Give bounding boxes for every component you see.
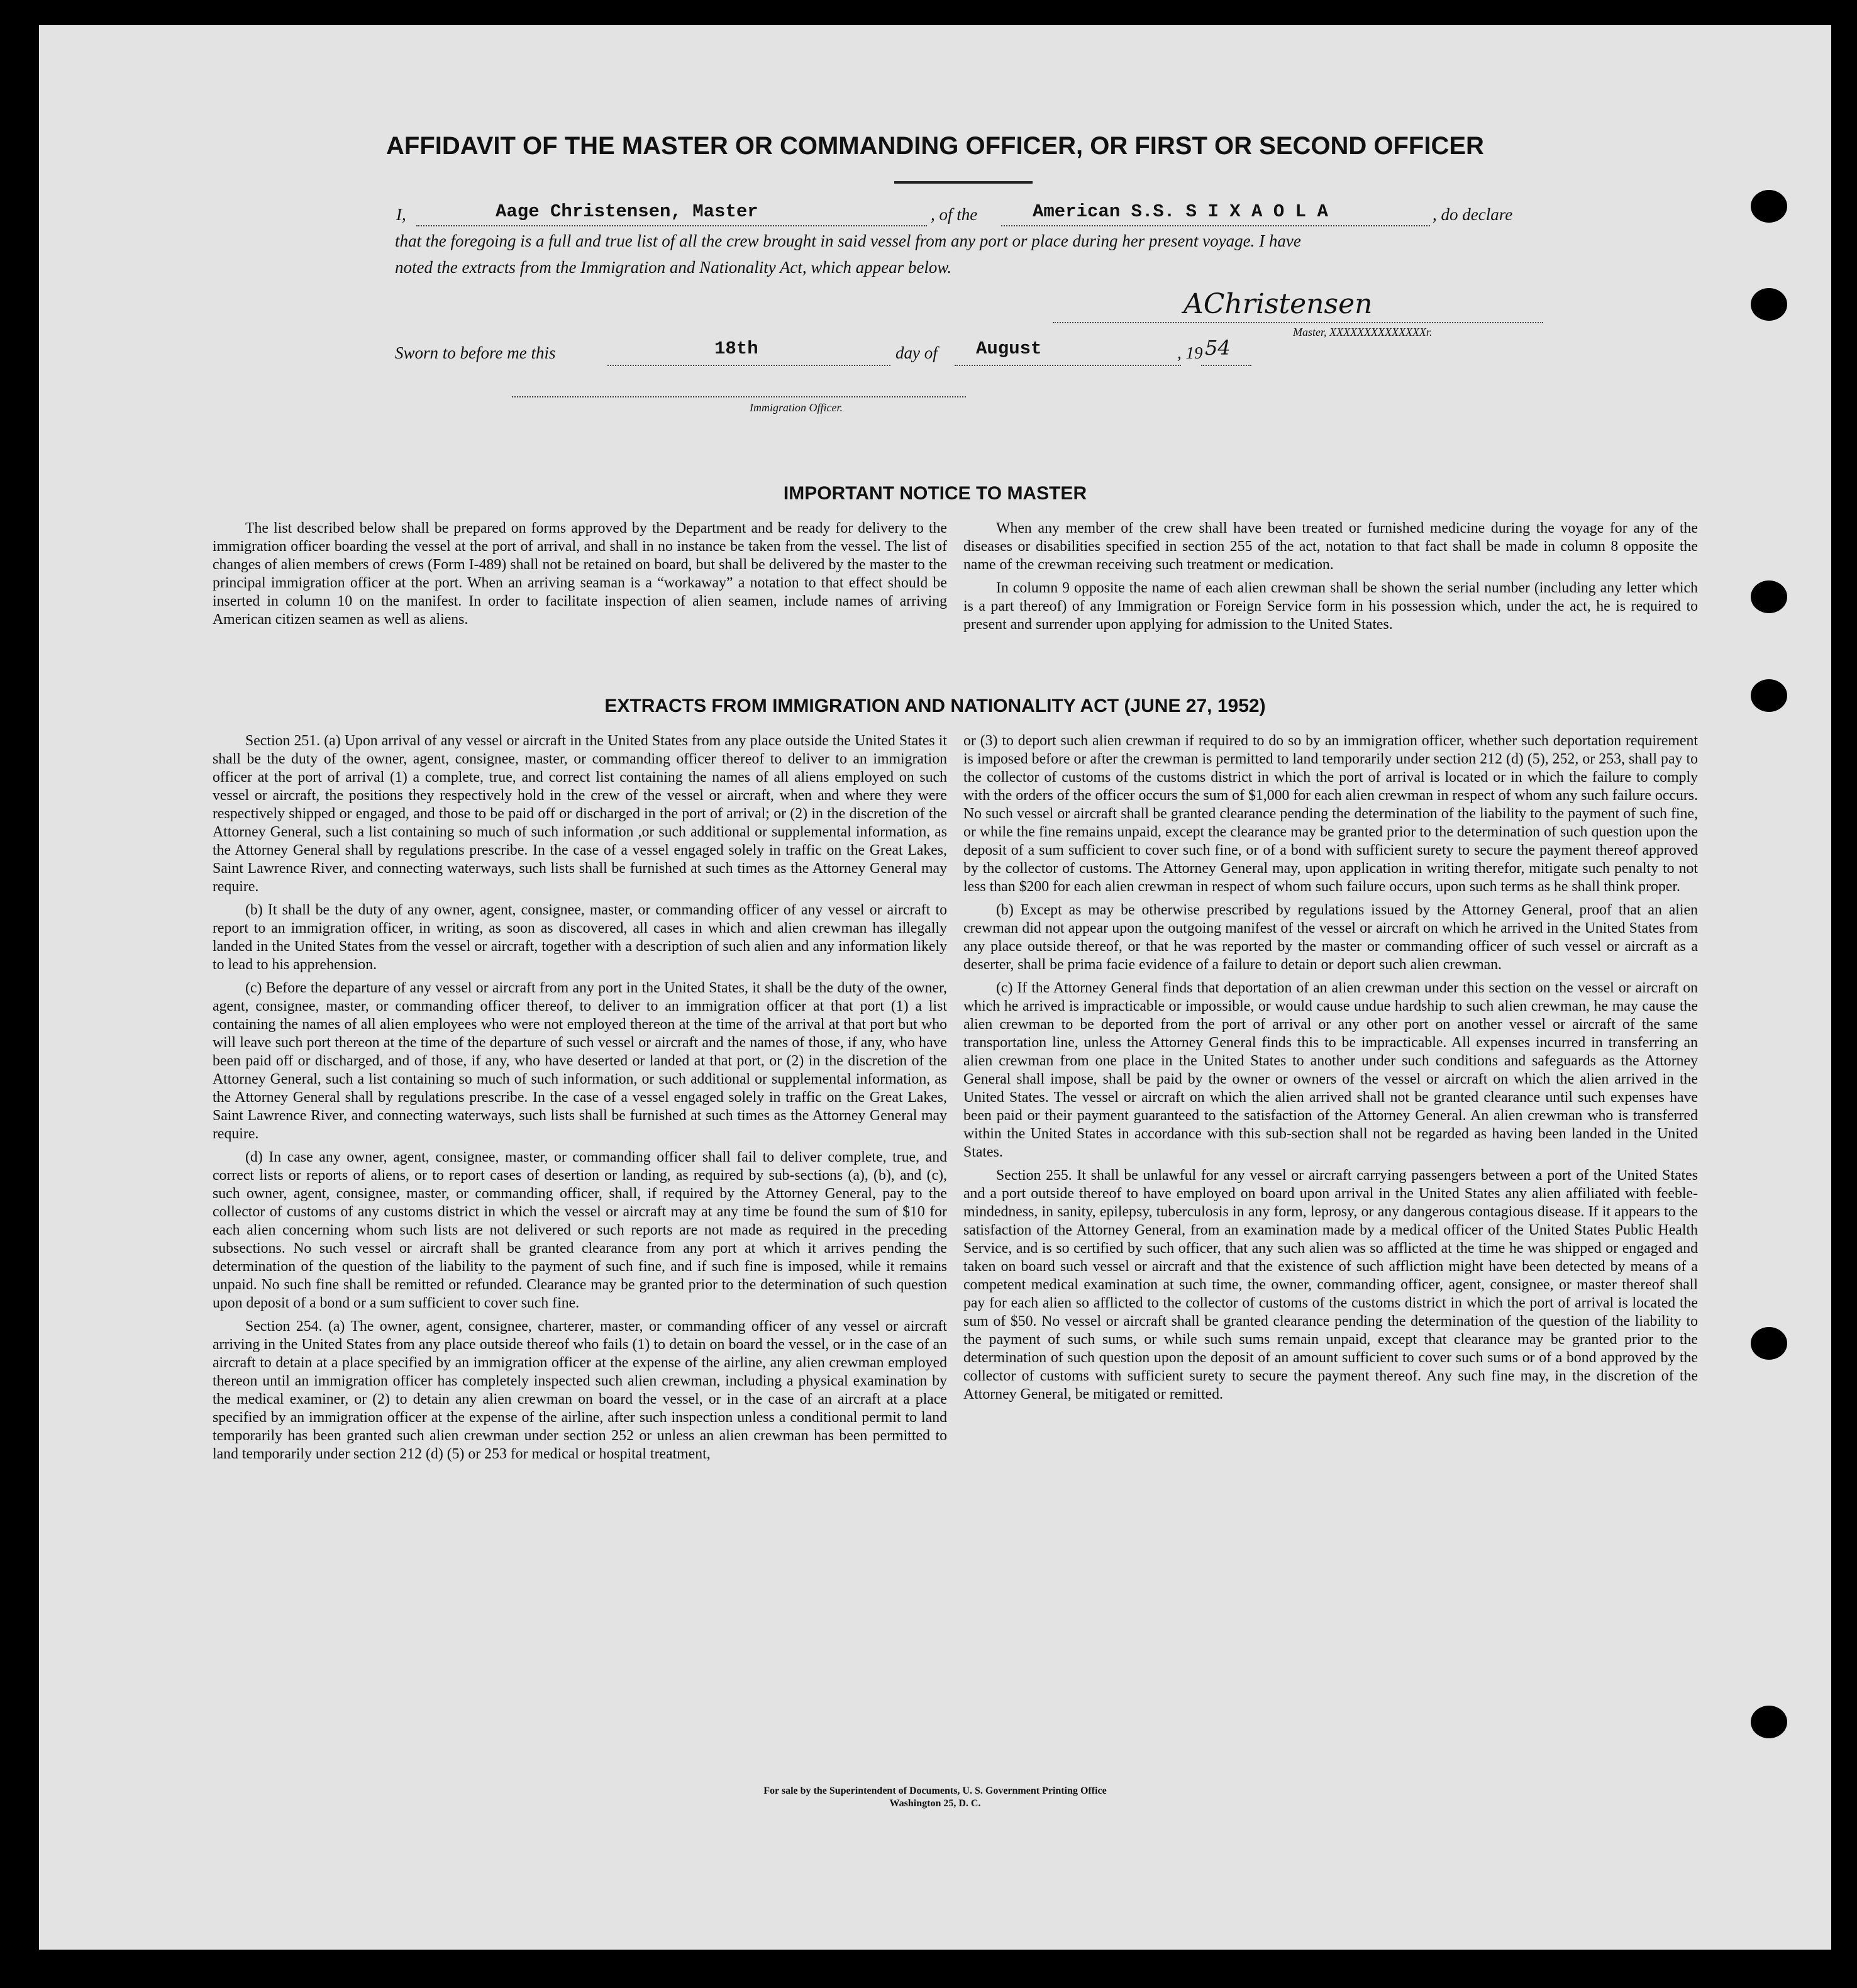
of-the-label: , of the xyxy=(931,205,978,224)
notice-paragraph: In column 9 opposite the name of each alien crewman shall be shown the serial number (including any letter which is a part thereof) of any Immigration or Foreign Service form in his possession which, under the act, he is required to present and surrender upon applying for admission to the United States. xyxy=(963,580,1698,633)
master-signature: AChristensen xyxy=(1183,288,1373,320)
punch-hole xyxy=(1751,190,1787,223)
act-paragraph: (d) In case any owner, agent, consignee, master, or commanding officer shall fail to deliver complete, true, and correct lists or reports of aliens, or to report cases of desertion or landing, as required by sub-sections (a), (b), and (c), such owner, agent, consignee, master, or commanding officer, shall, if required by the Attorney General, pay to the collector of customs of any customs district in which the vessel or aircraft may at any time be found the sum of $10 for each alien concerning whom such lists are not delivered or such reports are not made as required in the preceding subsections. No such vessel or aircraft shall be granted clearance from any port at which it arrives pending the determination of the question of the liability to the payment of such fine, and if such fine is imposed, while it remains unpaid. No such fine shall be remitted or refunded. Clearance may be granted prior to the determination of such question upon deposit of a bond or a sum sufficient to cover such fine. xyxy=(213,1149,947,1311)
declaration-line-3: noted the extracts from the Immigration and Nationality Act, which appear below. xyxy=(395,258,952,277)
title-rule xyxy=(894,181,1033,184)
vessel-line xyxy=(1001,225,1430,226)
name-line xyxy=(416,225,927,226)
act-paragraph: (b) It shall be the duty of any owner, agent, consignee, master, or commanding officer of any vessel or aircraft to report to an immigration officer, in writing, as soon as discovered, all cases in which and alien crewman has illegally landed in the United States from the vessel or aircraft, together with a description of such alien and any information likely to lead to his apprehension. xyxy=(213,902,947,973)
act-paragraph: (b) Except as may be otherwise prescribed by regulations issued by the Attorney General, proof that an alien crewman did not appear upon the outgoing manifest of the vessel or aircraft on which he arrived in the United States from any place outside thereof, or that he was reported by the master or commanding officer of such vessel or aircraft as a deserter, shall be prima facie evidence of a failure to detain or deport such alien crewman. xyxy=(963,902,1698,973)
act-paragraph: (c) If the Attorney General finds that deportation of an alien crewman under this section on the vessel or aircraft on which he arrived is impracticable or impossible, or would cause undue hardship to such alien crewman, he may cause the alien crewman to be deported from the port of arrival or any other port on another vessel or aircraft of the same transportation line, unless the Attorney General finds this to be impracticable. All expenses incurred in transferring an alien crewman from one place in the United States to another under such conditions and safeguards as the Attorney General shall impose, shall be paid by the owner or owners of the vessel or aircraft on which the alien arrived in the United States. The vessel or aircraft on which the alien arrived shall not be granted clearance until such expenses have been paid or their payment guaranteed to the satisfaction of the Attorney General. An alien crewman who is transferred within the United States in accordance with this sub-section shall not be regarded as having been landed in the United States. xyxy=(963,980,1698,1160)
extracts-left-column xyxy=(213,732,947,1469)
notice-paragraph: When any member of the crew shall have been treated or furnished medicine during the voyage for any of the diseases or disabilities specified in section 255 of the act, notation to that fact shall be made in column 8 opposite the name of the crewman receiving such treatment or medication. xyxy=(963,520,1698,573)
notice-right-column xyxy=(963,519,1698,639)
sworn-year: 54 xyxy=(1205,336,1231,360)
notice-title: IMPORTANT NOTICE TO MASTER xyxy=(783,483,1087,504)
year-line xyxy=(1201,365,1251,366)
printing-office-footer xyxy=(39,1785,1831,1810)
act-paragraph: (c) Before the departure of any vessel or aircraft from any port in the United States, it shall be the duty of the owner, agent, consignee, master, or commanding officer thereof, to deliver to an immigration officer at that port (1) a list containing the names of all alien employees who were not employed thereon at the time of the arrival at that port but who will leave such port thereon at the time of the departure of such vessel or aircraft and the names of those, if any, who have been paid off or discharged, and of those, if any, who have deserted or landed at that port, or (2) in the discretion of the Attorney General, such a list containing so much of such information, or such additional or supplemental information, as the Attorney General shall by regulations prescribe. In the case of a vessel engaged solely in traffic on the Great Lakes, Saint Lawrence River, and connecting waterways, such lists shall be furnished at such times as the Attorney General may require. xyxy=(213,980,947,1142)
officer-caption: Immigration Officer. xyxy=(750,401,843,414)
day-line xyxy=(607,365,890,366)
notice-left-column xyxy=(213,519,947,634)
document-page xyxy=(39,25,1831,1950)
footer-line: Washington 25, D. C. xyxy=(889,1798,981,1809)
sworn-label: Sworn to before me this xyxy=(395,343,556,362)
punch-hole xyxy=(1751,580,1787,613)
sworn-month: August xyxy=(976,338,1042,359)
sworn-day: 18th xyxy=(714,338,758,359)
signature-caption: Master, XXXXXXXXXXXXXXr. xyxy=(1293,326,1433,338)
footer-line: For sale by the Superintendent of Documents, U. S. Government Printing Office xyxy=(763,1785,1107,1796)
do-declare-label: , do declare xyxy=(1433,205,1513,224)
extracts-title: EXTRACTS FROM IMMIGRATION AND NATIONALITY ACT (JUNE 27, 1952) xyxy=(604,696,1266,716)
act-paragraph: or (3) to deport such alien crewman if required to do so by an immigration officer, whether such deportation requirement is imposed before or after the crewman is permitted to land temporarily under section 212 (d) (5), 252, or 253, shall pay to the collector of customs of the customs district in which the port of arrival is located or in which the failure to comply with the orders of the officer occurs the sum of $1,000 for each alien crewman in respect of whom any such failure occurs. No such vessel or aircraft shall be granted clearance pending the determination of the liability to the payment of such fine, or while the fine remains unpaid, except the clearance may be granted prior to the determination of such question upon the deposit of a sum sufficient to cover such fine, or of a bond with sufficient surety to secure the payment thereof approved by the collector of customs. The Attorney General may, upon application in writing therefor, mitigate such penalty to not less than $200 for each alien crewman in respect of whom such failure occurs, upon such terms as he shall think proper. xyxy=(963,733,1698,895)
signature-line xyxy=(1053,322,1543,323)
month-line xyxy=(955,365,1181,366)
affidavit-title: AFFIDAVIT OF THE MASTER OR COMMANDING OFFICER, OR FIRST OR SECOND OFFICER xyxy=(386,132,1484,160)
punch-hole xyxy=(1751,288,1787,321)
officer-signature-line xyxy=(512,396,966,397)
punch-hole xyxy=(1751,1327,1787,1360)
pre-name-label: I, xyxy=(396,205,406,224)
act-paragraph: Section 251. (a) Upon arrival of any vessel or aircraft in the United States from any place outside the United States it shall be the duty of the owner, agent, consignee, master, or commanding officer thereof to deliver to an immigration officer at the port of arrival (1) a complete, true, and correct list containing the names of all aliens employed on such vessel or aircraft, the positions they respectively hold in the crew of the vessel or aircraft, when and where they were respectively shipped or engaged, and those to be paid off or discharged in the port of arrival; or (2) in the discretion of the Attorney General, such a list containing so much of such information ,or such additional or supplemental information, as the Attorney General shall by regulations prescribe. In the case of a vessel engaged solely in traffic on the Great Lakes, Saint Lawrence River, and connecting waterways, such lists shall be furnished at such times as the Attorney General may require. xyxy=(213,733,947,895)
act-paragraph: Section 254. (a) The owner, agent, consignee, charterer, master, or commanding officer of any vessel or aircraft arriving in the United States from any place outside thereof who fails (1) to detain on board the vessel, or in the case of an aircraft to detain at a place specified by an immigration officer at the expense of the airline, any alien crewman employed thereon until an immigration officer has completely inspected such alien crewman, including a physical examination by the medical examiner, or (2) to detain any alien crewman on board the vessel, or in the case of an aircraft at a place specified by an immigration officer at the expense of the airline, after such inspection unless a conditional permit to land temporarily has been granted such alien crewman under section 252 or unless an alien crewman has been permitted to land temporarily under section 212 (d) (5) or 253 for medical or hospital treatment, xyxy=(213,1318,947,1462)
master-name: Aage Christensen, Master xyxy=(496,201,758,222)
punch-hole xyxy=(1751,1706,1787,1738)
vessel-name: American S.S. S I X A O L A xyxy=(1033,201,1328,222)
act-paragraph: Section 255. It shall be unlawful for any vessel or aircraft carrying passengers between a port of the United States and a port outside thereof to have employed on board upon arrival in the United States any alien affiliated with feeble-mindedness, in sanity, epilepsy, tuberculosis in any form, leprosy, or any dangerous contagious disease. If it appears to the satisfaction of the Attorney General, from an examination made by a medical officer of the United States Public Health Service, and is so certified by such officer, that any such alien was so afflicted at the time he was shipped or engaged and taken on board such vessel or aircraft and that the existence of such affliction might have been detected by means of a competent medical examination at such time, the owner, commanding officer, agent, consignee, or master thereof shall pay for each alien so afflicted to the collector of customs of the customs district in which the port of arrival is located the sum of $50. No vessel or aircraft shall be granted clearance pending the determination of the question of the liability to the payment of such sums, or while such sums remain unpaid, except that clearance may be granted prior to the determination of such question upon the deposit of an amount sufficient to cover such sums or of a bond approved by the collector of customs with sufficient surety to secure the payment thereof. Any such fine may, in the discretion of the Attorney General, be mitigated or remitted. xyxy=(963,1167,1698,1402)
notice-paragraph: The list described below shall be prepared on forms approved by the Department and be ready for delivery to the immigration officer boarding the vessel at the port of arrival, and shall in no instance be taken from the vessel. The list of changes of alien members of crews (Form I-489) shall not be retained on board, but shall be delivered by the master to the principal immigration officer at the port. When an arriving seaman is a “workaway” a notation to that effect should be inserted in column 10 on the manifest. In order to facilitate inspection of alien seamen, include names of arriving American citizen seamen as well as aliens. xyxy=(213,520,947,628)
day-of-label: day of xyxy=(895,343,938,362)
year-prefix: , 19 xyxy=(1177,343,1203,362)
extracts-right-column xyxy=(963,732,1698,1409)
declaration-line-2: that the foregoing is a full and true list of all the crew brought in said vessel from any port or place during her present voyage. I have xyxy=(395,231,1301,250)
